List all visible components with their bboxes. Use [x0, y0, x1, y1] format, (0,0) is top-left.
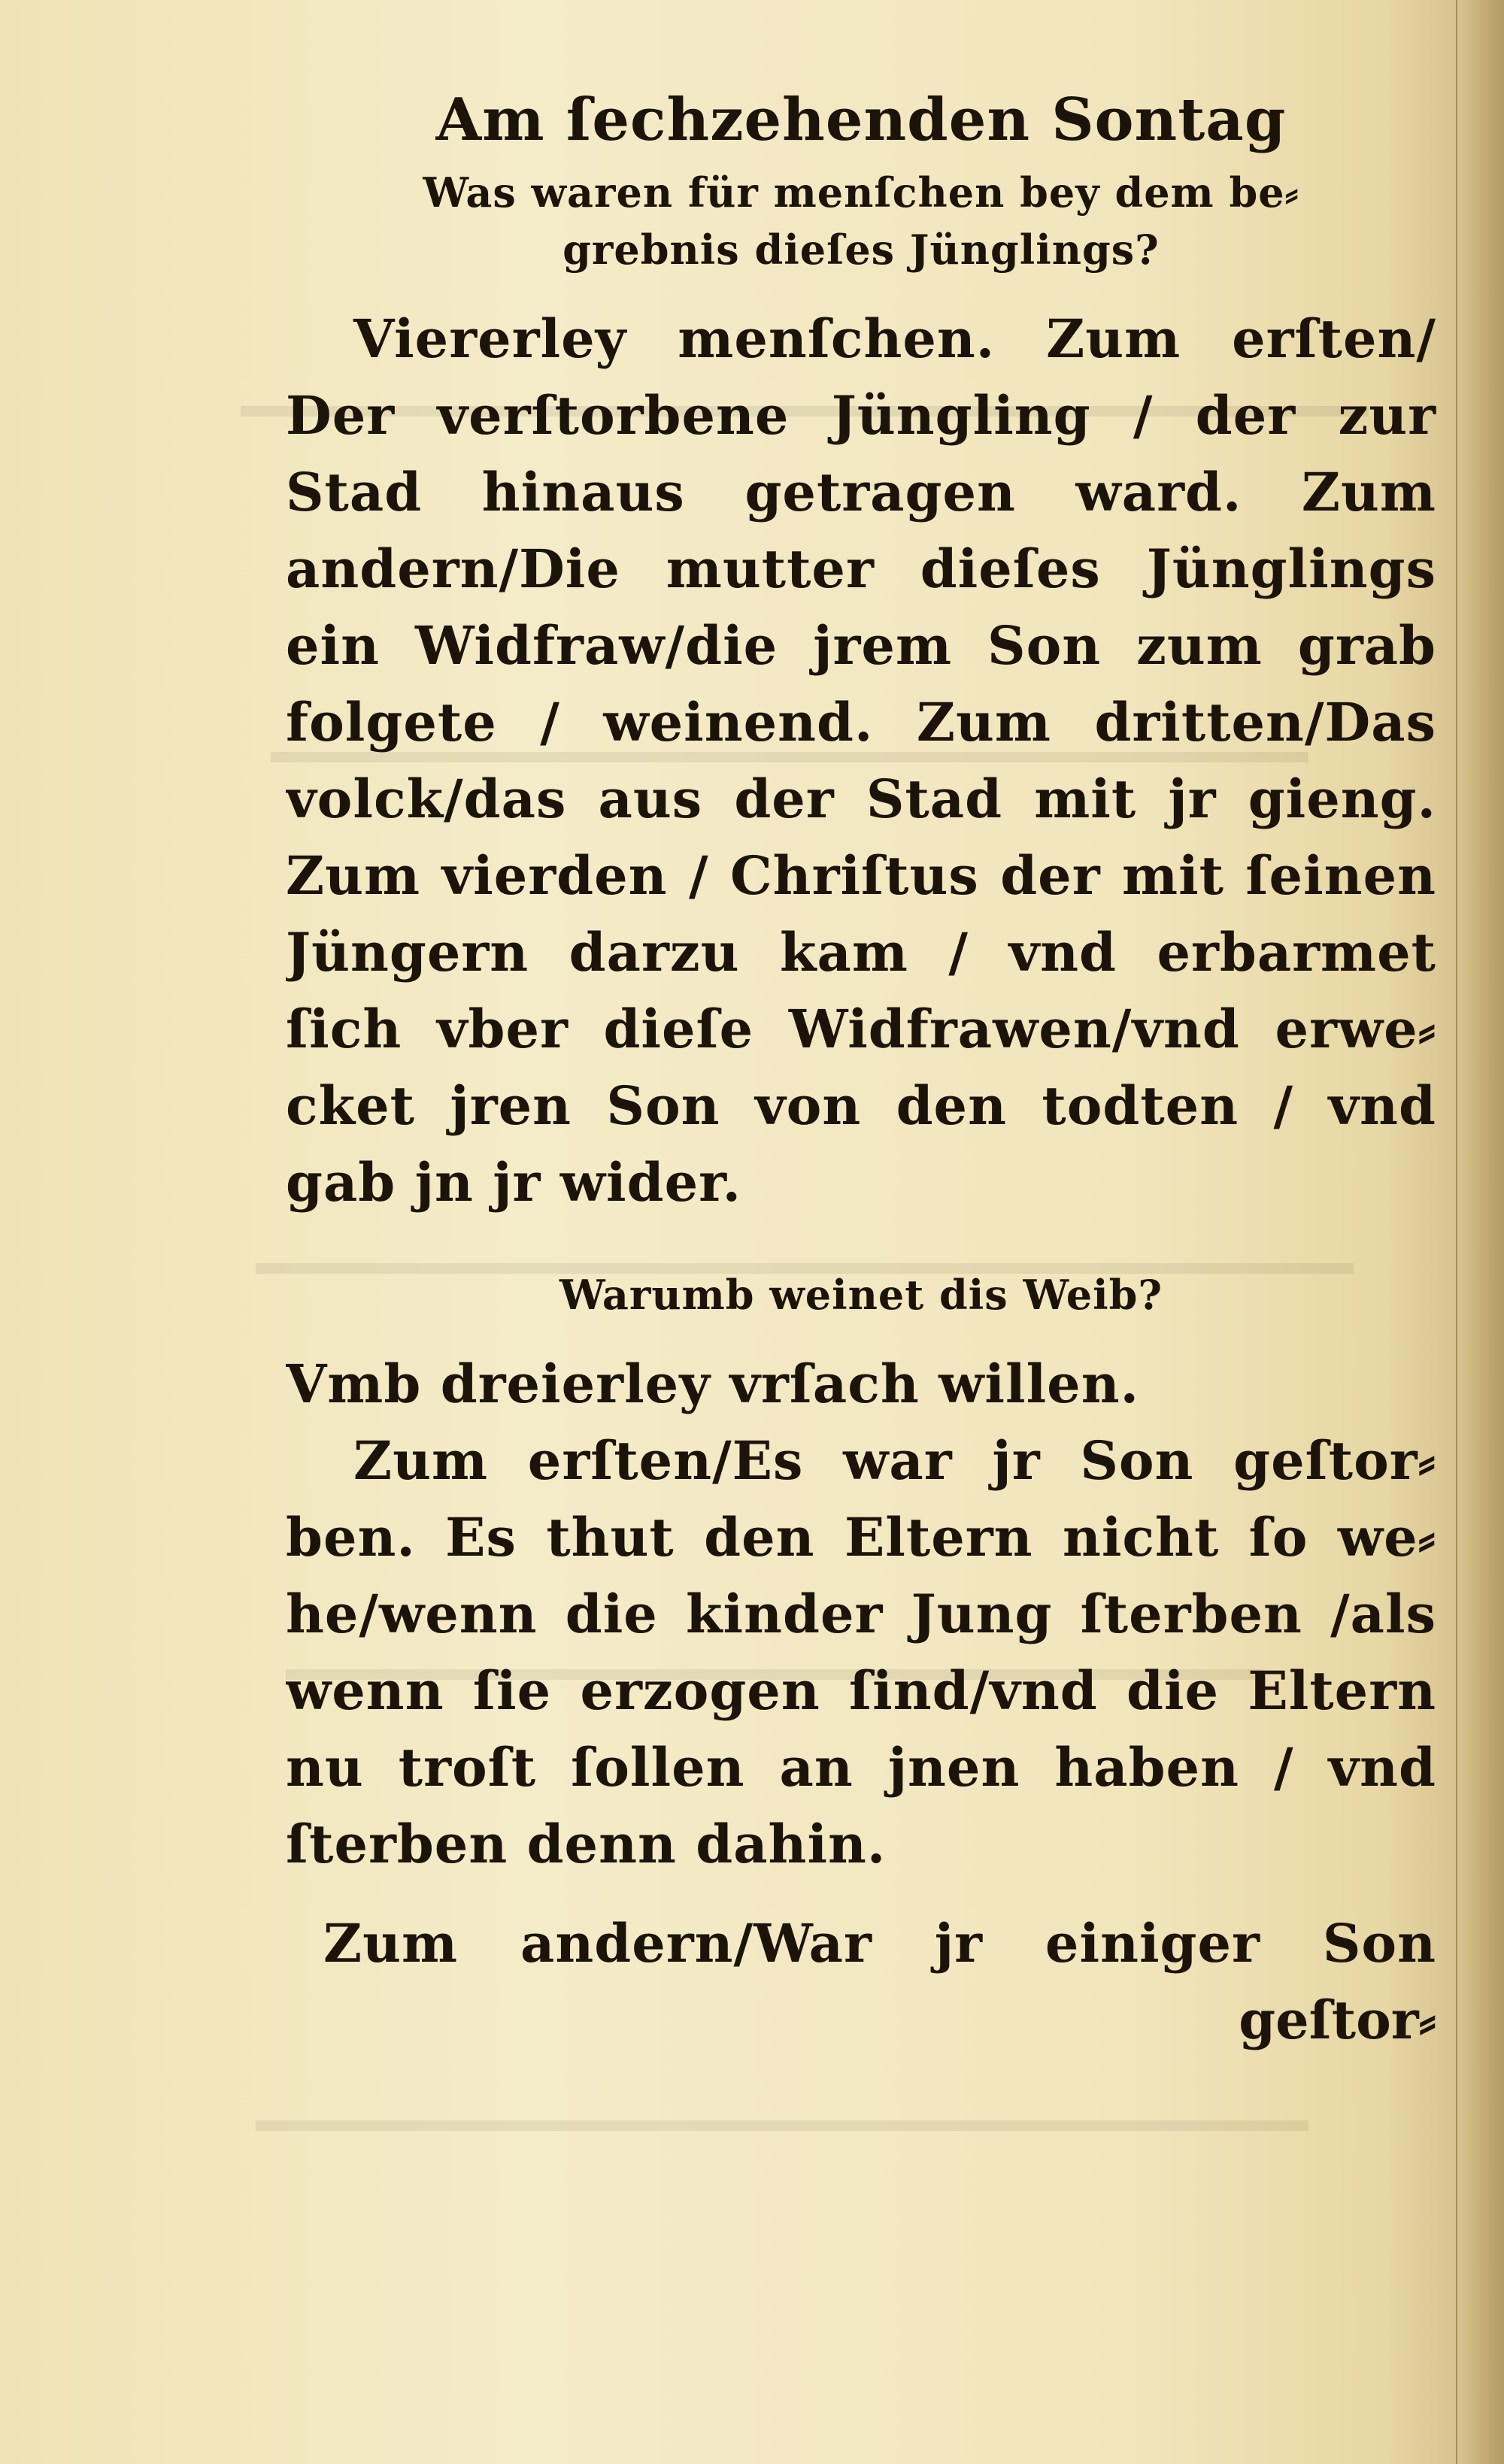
answer-2-line: Zum andern/War jr einiger Son	[323, 1912, 1436, 1975]
answer-2-line: wenn ſie erzogen ſind/vnd die Eltern	[286, 1659, 1436, 1722]
answer-2-line: Zum erſten/Es war jr Son geſtor⸗	[353, 1429, 1436, 1492]
answer-1	[286, 301, 1436, 1221]
page-edge-shadow	[1456, 0, 1504, 2464]
question-1	[286, 164, 1436, 278]
question-1-line: grebnis dieſes Jünglings?	[562, 226, 1160, 274]
question-1-line: Was waren für menſchen bey dem be⸗	[423, 168, 1299, 217]
catchword: geſtor⸗	[1239, 1989, 1436, 2051]
answer-1-line: Viererley menſchen. Zum erſten/	[353, 308, 1436, 370]
answer-1-line: folgete / weinend. Zum dritten/Das	[286, 691, 1436, 753]
answer-1-line: Stad hinaus getragen ward. Zum	[286, 461, 1436, 523]
question-2: Warumb weinet dis Weib?	[559, 1271, 1163, 1319]
answer-1-line: volck/das aus der Stad mit jr gieng.	[286, 768, 1436, 830]
page-heading: Am ſechzehenden Sontag	[435, 86, 1287, 154]
answer-1-line: cket jren Son von den todten / vnd	[286, 1074, 1436, 1137]
answer-1-line: gab jn jr wider.	[286, 1151, 741, 1214]
answer-2-line: nu troſt ſollen an jnen haben / vnd	[286, 1736, 1436, 1799]
answer-2-line: he/wenn die kinder Jung ſterben /als	[286, 1583, 1436, 1645]
text-block	[286, 83, 1436, 2059]
answer-1-line: andern/Die mutter dieſes Jünglings	[286, 538, 1436, 600]
answer-1-line: Der verſtorbene Jüngling / der zur	[286, 384, 1436, 447]
answer-2	[286, 1346, 1436, 1982]
answer-1-line: ein Widfraw/die jrem Son zum grab	[286, 614, 1436, 677]
answer-2-line: ſterben denn dahin.	[286, 1813, 887, 1875]
answer-2-line: Vmb dreierley vrſach willen.	[286, 1353, 1139, 1415]
answer-1-line: ſich vber dieſe Widfrawen/vnd erwe⸗	[286, 998, 1436, 1060]
answer-2-line: ben. Es thut den Eltern nicht ſo we⸗	[286, 1506, 1436, 1568]
answer-1-line: Jüngern darzu kam / vnd erbarmet	[286, 921, 1436, 983]
answer-1-line: Zum vierden / Chriſtus der mit ſeinen	[286, 844, 1436, 907]
